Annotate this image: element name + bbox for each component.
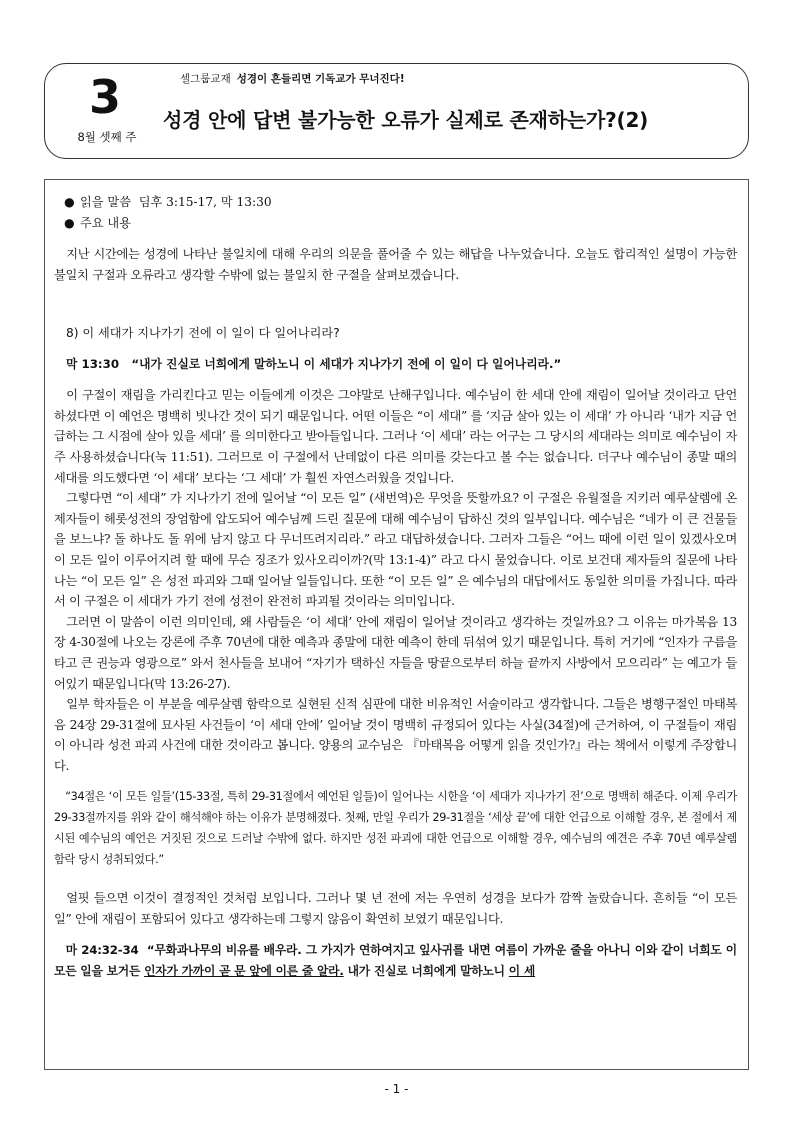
- bullet-icon: ●: [64, 216, 75, 230]
- bullet-icon: ●: [64, 195, 75, 209]
- reading-value: 딤후 3:15-17, 막 13:30: [138, 195, 272, 209]
- supporting-verse-text: “무화과나무의 비유를 배우라. 그 가지가 연하여지고 잎사귀를 내면 여름이 가까운 줄을 아나니 이와 같이 너희도 이 모든 일을 보거든: [54, 942, 737, 978]
- intro-paragraph: 지난 시간에는 성경에 나타난 불일치에 대해 우리의 의문을 풀어줄 수 있는 해답을 나누었습니다. 오늘도 합리적인 설명이 가능한 불일치 구절과 오류라고 생각할 수밖에 없는 불일치 한 구절을 살펴보겠습니다.: [54, 247, 737, 282]
- supporting-verse-ref: 마 24:32-34: [65, 942, 139, 957]
- page-title: 성경 안에 답변 불가능한 오류가 실제로 존재하는가?(2): [163, 108, 649, 132]
- series-line: [180, 71, 405, 86]
- lesson-header: [44, 63, 749, 159]
- supporting-verse-underline: 이 세: [508, 963, 536, 978]
- section-heading: 8) 이 세대가 지나가기 전에 이 일이 다 일어나리라?: [66, 326, 340, 341]
- body-paragraph: 그러면 이 말씀이 이런 의미인데, 왜 사람들은 ‘이 세대’ 안에 재림이 일어날 것이라고 생각하는 것일까요? 그 이유는 마가복음 13장 4-30절에 나오는 강론에 주후 70년에 대한 예측과 종말에 대한 예측이 한데 뒤섞여 있기 때문입니다. 특히 거기에 “인자가 구름을 타고 큰 권능과 영광으로” 와서 천사들을 보내어 “자기가 택하신 자들을 땅끝으로부터 하늘 끝까지 사방에서 모으리라” 는 예고가 들어있기 때문입니다(막 13:26-27).: [54, 614, 737, 691]
- key-verse-ref: 막 13:30: [66, 357, 120, 372]
- supporting-verse: [54, 940, 737, 982]
- page-number: - 1 -: [384, 1082, 409, 1096]
- reading-row: [54, 192, 737, 213]
- key-verse: [54, 354, 737, 375]
- book-title: 성경이 흔들리면 기독교가 무너진다!: [236, 73, 405, 85]
- supporting-verse-text: 내가 진실로 너희에게 말하노니: [343, 963, 509, 978]
- block-quote: “34절은 ‘이 모든 일들’(15-33절, 특히 29-31절에서 예언된 일들)이 일어나는 시한을 ‘이 세대가 지나가기 전’으로 명백히 해준다. 이제 우리가 29-33절까지를 위와 같이 해석해야 하는 이유가 분명해졌다. 첫째, 만일 우리가 29-31절을 ‘세상 끝’에 대한 언급으로 이해할 경우, 본 절에서 제시된 예수님의 예언은 거짓된 것으로 드러날 수밖에 없다. 하지만 성전 파괴에 대한 언급으로 이해할 경우, 예수님의 예견은 주후 70년 예루살렘 함락 당시 성취되었다.”: [54, 790, 737, 867]
- series-name: 셀그룹교재: [180, 73, 231, 85]
- main-content-row: [54, 213, 737, 234]
- body-paragraph: 일부 학자들은 이 부분을 예루살렘 함락으로 실현된 신적 심판에 대한 비유적인 서술이라고 생각합니다. 그들은 병행구절인 마태복음 24장 29-31절에 묘사된 사건들이 ‘이 세대 안에’ 일어날 것이 명백히 규정되어 있다는 사실(34절)에 근거하여, 이 구절들이 재림이 아니라 성전 파괴 사건에 대한 것이라고 봅니다. 양용의 교수님은 『마태복음 어떻게 읽을 것인가?』라는 책에서 이렇게 주장합니다.: [54, 697, 737, 773]
- body-paragraph: 이 구절이 재림을 가리킨다고 믿는 이들에게 이것은 그야말로 난해구입니다. 예수님이 한 세대 안에 재림이 일어날 것이라고 단언하셨다면 이 예언은 명백히 빗나간 것이 되기 때문입니다. 어떤 이들은 “이 세대” 를 ‘지금 살아 있는 이 세대’ 가 아니라 ‘내가 지금 언급하는 그 시점에 살아 있을 세대’ 를 의미한다고 받아들입니다. 그러나 ‘이 세대’ 라는 어구는 그 당시의 세대라는 의미로 예수님이 자주 사용하셨습니다(눅 11:51). 그러므로 이 구절에서 난데없이 다른 의미를 갖는다고 볼 수는 없습니다. 더구나 예수님이 종말 때의 세대를 의도했다면 ‘이 세대’ 보다는 ‘그 세대’ 가 훨씬 자연스러웠을 것입니다.: [54, 388, 737, 485]
- reading-label: 읽을 말씀: [80, 195, 131, 209]
- lesson-content: [44, 179, 749, 1070]
- body-paragraph: 그렇다면 “이 세대” 가 지나가기 전에 일어날 “이 모든 일” (새번역)은 무엇을 뜻할까요? 이 구절은 유월절을 지키러 예루살렘에 온 제자들이 헤롯성전의 장엄함에 압도되어 예수님께 드린 질문에 대해 예수님이 답하신 것의 일부입니다. 예수님은 “네가 이 큰 건물들을 보느냐? 돌 하나도 돌 위에 남지 않고 다 무너뜨려지리라.” 라고 대답하셨습니다. 그러자 그들은 “어느 때에 이런 일이 있겠사오며 이 모든 일이 이루어지려 할 때에 무슨 징조가 있사오리이까?(막 13:1-4)” 라고 다시 물었습니다. 이로 보건대 제자들의 질문에 나타나는 “이 모든 일” 은 성전 파괴와 그때 일어날 일들입니다. 또한 “이 모든 일” 은 예수님의 대답에서도 동일한 의미를 가집니다. 따라서 이 구절은 이 세대가 가기 전에 성전이 완전히 파괴될 것이라는 의미입니다.: [54, 491, 737, 609]
- lesson-number: 3: [88, 70, 121, 124]
- main-content-label: 주요 내용: [80, 216, 131, 230]
- supporting-verse-underline: 인자가 가까이 곧 문 앞에 이른 줄 알라.: [144, 963, 344, 978]
- week-label: 8월 셋째 주: [77, 130, 137, 144]
- key-verse-text: “내가 진실로 너희에게 말하노니 이 세대가 지나가기 전에 이 일이 다 일어나리라.”: [131, 357, 562, 372]
- body-paragraph: 얼핏 들으면 이것이 결정적인 것처럼 보입니다. 그러나 몇 년 전에 저는 우연히 성경을 보다가 깜짝 놀랐습니다. 흔히들 “이 모든 일” 안에 재림이 포함되어 있다고 생각하는데 그렇지 않음이 확연히 보였기 때문입니다.: [54, 891, 737, 927]
